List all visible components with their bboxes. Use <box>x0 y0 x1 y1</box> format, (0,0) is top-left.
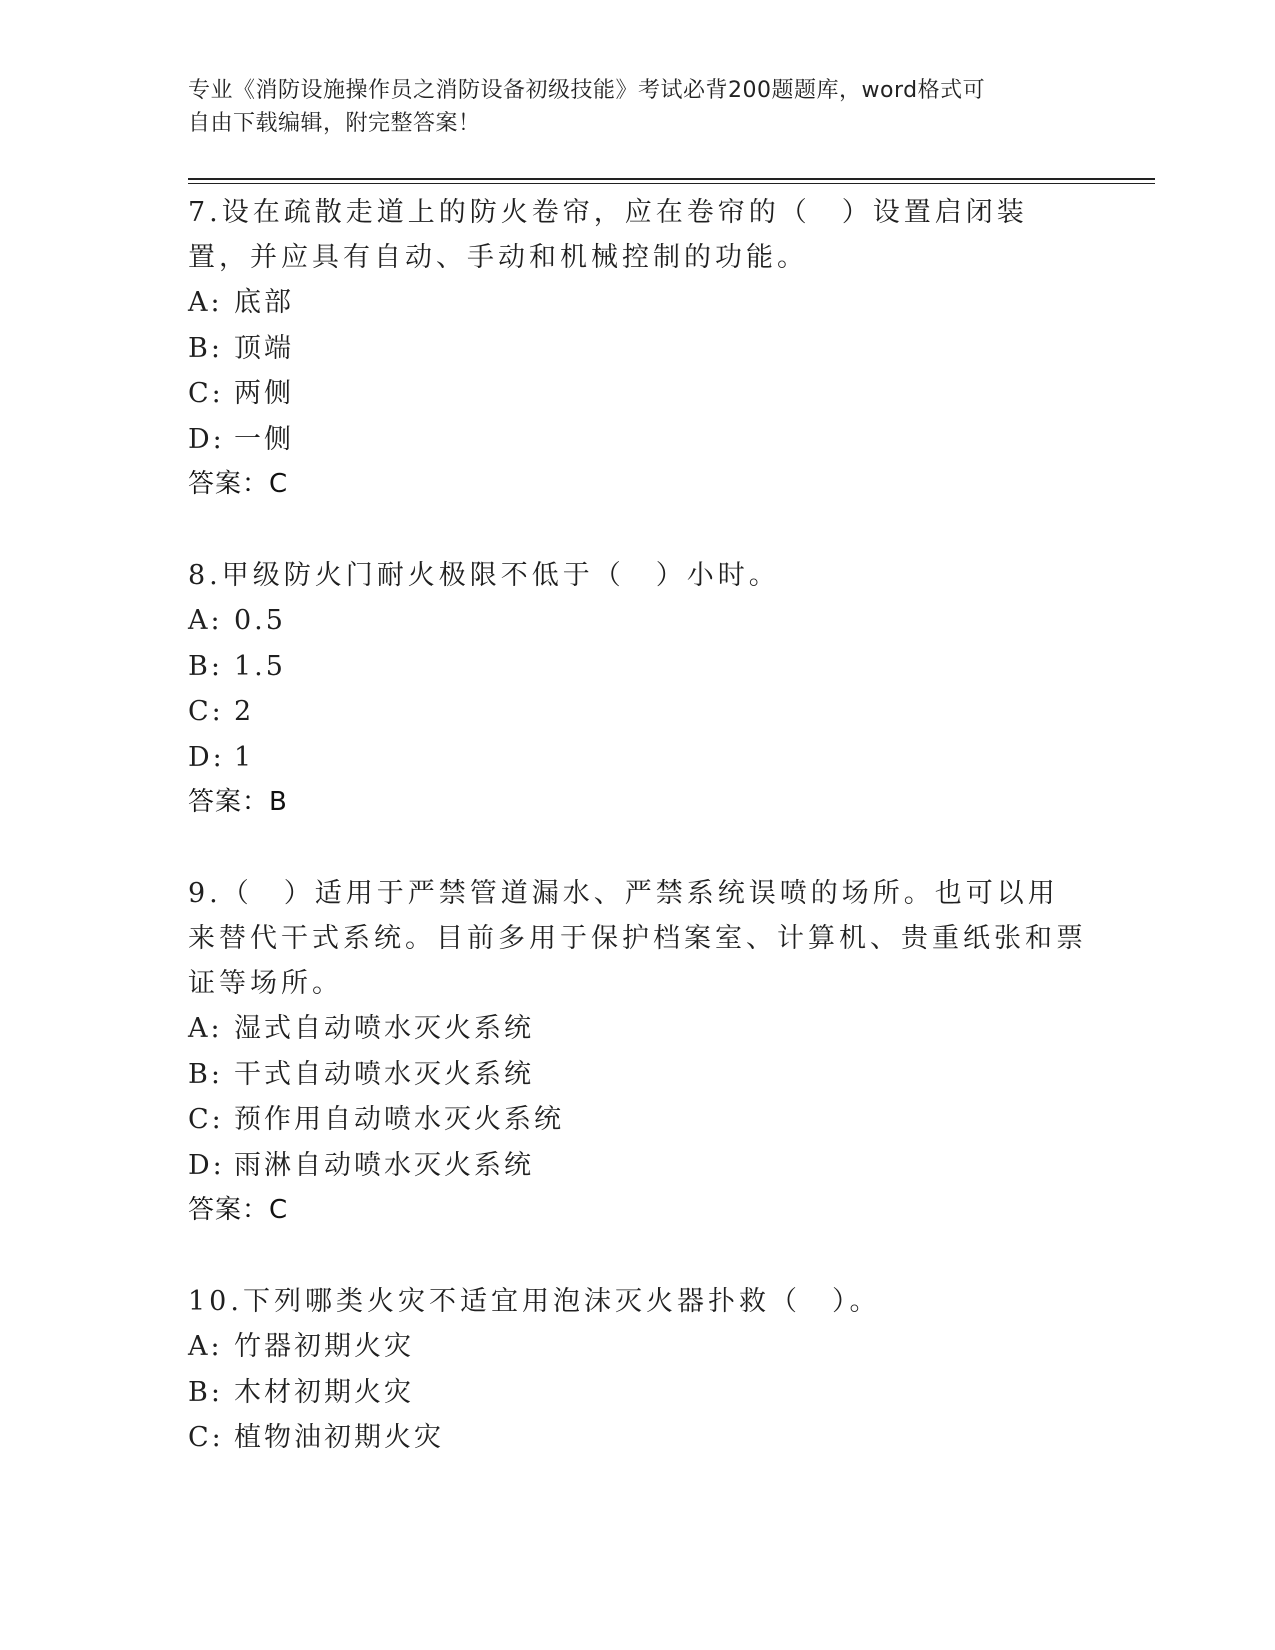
option-text: 木材初期火灾 <box>234 1376 414 1408</box>
option-text: 一侧 <box>234 423 294 455</box>
option-text: 2 <box>234 696 255 727</box>
question-list <box>188 190 1088 1507</box>
option-text: 底部 <box>234 287 294 318</box>
option-text: 干式自动喷水灭火系统 <box>234 1058 534 1090</box>
option-letter: A: <box>188 287 223 318</box>
question-8 <box>188 553 1088 825</box>
option-text: 1 <box>234 741 255 773</box>
header-line-2: 自由下载编辑，附完整答案！ <box>188 111 481 136</box>
option-c <box>188 371 1088 417</box>
option-letter: C: <box>188 1422 224 1453</box>
option-b <box>188 644 1088 690</box>
option-letter: C: <box>188 378 224 409</box>
answer-line: 答案：B <box>188 787 288 817</box>
document-header <box>188 74 1088 140</box>
option-letter: B: <box>188 650 223 682</box>
option-letter: B: <box>188 1376 223 1408</box>
option-a <box>188 1006 1088 1052</box>
option-c <box>188 1097 1088 1143</box>
option-letter: C: <box>188 1104 224 1135</box>
option-text: 湿式自动喷水灭火系统 <box>234 1013 534 1044</box>
option-b <box>188 326 1088 372</box>
option-d <box>188 417 1088 463</box>
option-letter: A: <box>188 1331 223 1362</box>
option-text: 预作用自动喷水灭火系统 <box>234 1104 564 1135</box>
question-text: 10.下列哪类火灾不适宜用泡沫灭火器扑救（ ）。 <box>188 1286 881 1317</box>
header-divider-thin <box>188 183 1155 184</box>
option-b <box>188 1052 1088 1098</box>
option-text: 雨淋自动喷水灭火系统 <box>234 1149 534 1181</box>
option-text: 顶端 <box>234 332 294 364</box>
option-letter: D: <box>188 423 225 455</box>
option-d <box>188 1143 1088 1189</box>
option-letter: A: <box>188 1013 223 1044</box>
option-text: 竹器初期火灾 <box>234 1331 414 1362</box>
option-letter: D: <box>188 741 225 773</box>
option-text: 1.5 <box>234 650 286 682</box>
option-letter: D: <box>188 1149 225 1181</box>
option-letter: C: <box>188 696 224 727</box>
option-d <box>188 735 1088 781</box>
option-letter: A: <box>188 605 223 636</box>
option-text: 植物油初期火灾 <box>234 1422 444 1453</box>
option-letter: B: <box>188 332 223 364</box>
question-text: 9.（ ）适用于严禁管道漏水、严禁系统误喷的场所。也可以用来替代干式系统。目前多用于保护档案室、计算机、贵重纸张和票证等场所。 <box>188 878 1087 999</box>
question-9 <box>188 871 1088 1233</box>
question-text: 7.设在疏散走道上的防火卷帘，应在卷帘的（ ）设置启闭装置，并应具有自动、手动和机械控制的功能。 <box>188 197 1028 273</box>
answer-line: 答案：C <box>188 469 289 499</box>
option-letter: B: <box>188 1058 223 1090</box>
option-a <box>188 1324 1088 1370</box>
option-a <box>188 280 1088 326</box>
option-c <box>188 689 1088 735</box>
question-7 <box>188 190 1088 507</box>
option-c <box>188 1415 1088 1461</box>
option-text: 两侧 <box>234 378 294 409</box>
option-a <box>188 598 1088 644</box>
question-10 <box>188 1279 1088 1461</box>
option-b <box>188 1370 1088 1416</box>
question-text: 8.甲级防火门耐火极限不低于（ ）小时。 <box>188 560 780 591</box>
option-text: 0.5 <box>234 605 286 636</box>
answer-line: 答案：C <box>188 1195 289 1225</box>
header-divider-thick <box>188 178 1155 180</box>
header-line-1: 专业《消防设施操作员之消防设备初级技能》考试必背200题题库，word格式可 <box>188 78 986 103</box>
